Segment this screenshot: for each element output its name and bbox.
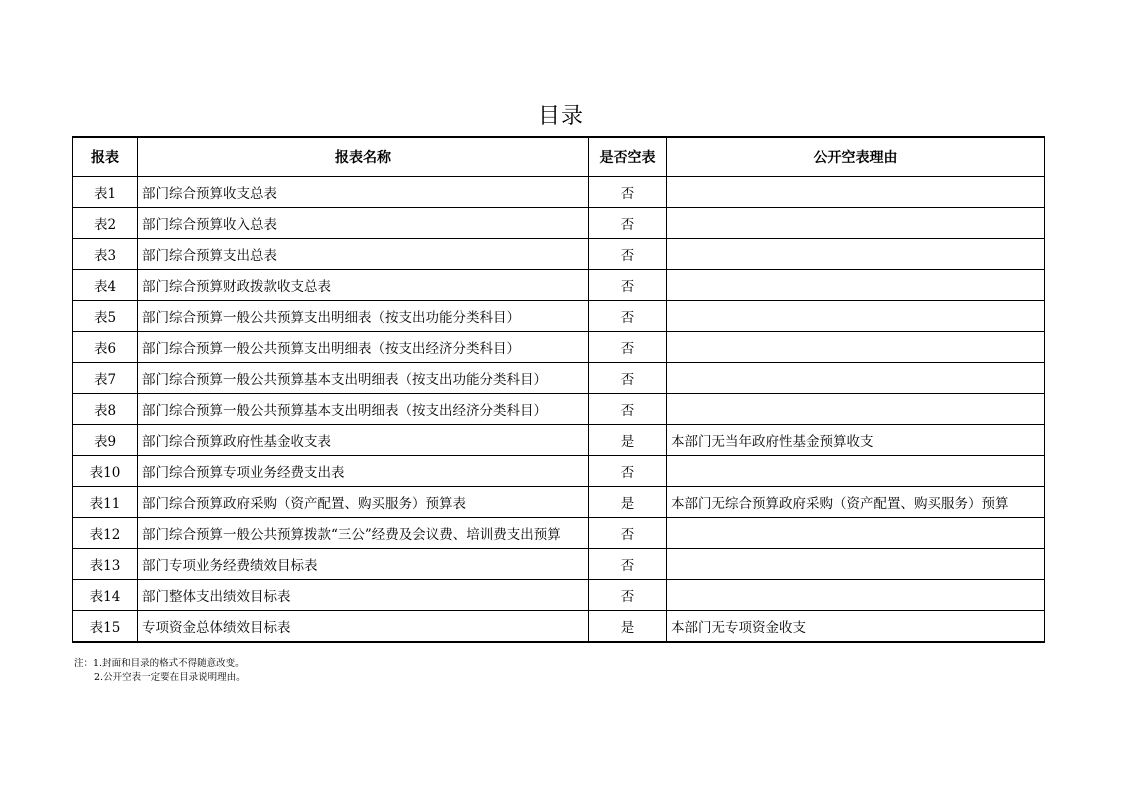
empty-reason-cell <box>667 394 1045 425</box>
is-empty-flag-cell: 否 <box>589 363 667 394</box>
empty-reason-cell: 本部门无当年政府性基金预算收支 <box>667 425 1045 456</box>
is-empty-flag-cell: 否 <box>589 301 667 332</box>
report-number-cell: 表7 <box>73 363 138 394</box>
table-row <box>73 363 1045 394</box>
empty-reason-cell <box>667 363 1045 394</box>
is-empty-flag-cell: 否 <box>589 177 667 208</box>
is-empty-flag-cell: 是 <box>589 487 667 518</box>
empty-reason-cell <box>667 301 1045 332</box>
report-name-cell: 部门综合预算专项业务经费支出表 <box>138 456 589 487</box>
report-name-cell: 部门综合预算收入总表 <box>138 208 589 239</box>
footnotes <box>74 657 246 685</box>
report-name-cell: 部门综合预算一般公共预算支出明细表（按支出功能分类科目） <box>138 301 589 332</box>
header-empty-reason: 公开空表理由 <box>667 137 1045 177</box>
empty-reason-cell <box>667 239 1045 270</box>
is-empty-flag-cell: 是 <box>589 425 667 456</box>
table-row <box>73 425 1045 456</box>
report-name-cell: 部门综合预算财政拨款收支总表 <box>138 270 589 301</box>
table-header-row <box>73 137 1045 177</box>
empty-reason-cell <box>667 580 1045 611</box>
empty-reason-cell <box>667 332 1045 363</box>
empty-reason-cell <box>667 208 1045 239</box>
table-row <box>73 208 1045 239</box>
empty-reason-cell <box>667 270 1045 301</box>
report-name-cell: 部门综合预算一般公共预算基本支出明细表（按支出经济分类科目） <box>138 394 589 425</box>
report-name-cell: 部门综合预算一般公共预算支出明细表（按支出经济分类科目） <box>138 332 589 363</box>
table-row <box>73 611 1045 643</box>
report-name-cell: 部门综合预算政府性基金收支表 <box>138 425 589 456</box>
table-row <box>73 177 1045 208</box>
table-row <box>73 549 1045 580</box>
is-empty-flag-cell: 否 <box>589 332 667 363</box>
empty-reason-cell: 本部门无专项资金收支 <box>667 611 1045 643</box>
report-name-cell: 部门综合预算支出总表 <box>138 239 589 270</box>
report-name-cell: 专项资金总体绩效目标表 <box>138 611 589 643</box>
header-report-name: 报表名称 <box>138 137 589 177</box>
empty-reason-cell <box>667 177 1045 208</box>
table-row <box>73 301 1045 332</box>
report-number-cell: 表5 <box>73 301 138 332</box>
is-empty-flag-cell: 否 <box>589 394 667 425</box>
report-number-cell: 表14 <box>73 580 138 611</box>
report-name-cell: 部门整体支出绩效目标表 <box>138 580 589 611</box>
report-name-cell: 部门专项业务经费绩效目标表 <box>138 549 589 580</box>
catalog-table <box>72 136 1045 643</box>
report-number-cell: 表4 <box>73 270 138 301</box>
report-name-cell: 部门综合预算一般公共预算基本支出明细表（按支出功能分类科目） <box>138 363 589 394</box>
empty-reason-cell <box>667 456 1045 487</box>
report-number-cell: 表10 <box>73 456 138 487</box>
header-is-empty: 是否空表 <box>589 137 667 177</box>
report-name-cell: 部门综合预算收支总表 <box>138 177 589 208</box>
is-empty-flag-cell: 否 <box>589 580 667 611</box>
table-row <box>73 487 1045 518</box>
report-number-cell: 表13 <box>73 549 138 580</box>
empty-reason-cell: 本部门无综合预算政府采购（资产配置、购买服务）预算 <box>667 487 1045 518</box>
report-number-cell: 表2 <box>73 208 138 239</box>
is-empty-flag-cell: 否 <box>589 208 667 239</box>
is-empty-flag-cell: 否 <box>589 518 667 549</box>
note-line-2: 2.公开空表一定要在目录说明理由。 <box>94 672 246 683</box>
report-number-cell: 表1 <box>73 177 138 208</box>
empty-reason-cell <box>667 549 1045 580</box>
page-title: 目录 <box>537 104 584 129</box>
is-empty-flag-cell: 否 <box>589 456 667 487</box>
report-number-cell: 表6 <box>73 332 138 363</box>
table-row <box>73 518 1045 549</box>
table-row <box>73 456 1045 487</box>
is-empty-flag-cell: 否 <box>589 549 667 580</box>
is-empty-flag-cell: 是 <box>589 611 667 643</box>
report-number-cell: 表8 <box>73 394 138 425</box>
note-line-1: 注：1.封面和目录的格式不得随意改变。 <box>74 658 245 669</box>
report-number-cell: 表12 <box>73 518 138 549</box>
report-number-cell: 表11 <box>73 487 138 518</box>
is-empty-flag-cell: 否 <box>589 239 667 270</box>
table-row <box>73 332 1045 363</box>
report-number-cell: 表3 <box>73 239 138 270</box>
is-empty-flag-cell: 否 <box>589 270 667 301</box>
report-number-cell: 表15 <box>73 611 138 643</box>
table-row <box>73 580 1045 611</box>
report-name-cell: 部门综合预算一般公共预算拨款“三公”经费及会议费、培训费支出预算 <box>138 518 589 549</box>
header-report-no: 报表 <box>73 137 138 177</box>
empty-reason-cell <box>667 518 1045 549</box>
report-name-cell: 部门综合预算政府采购（资产配置、购买服务）预算表 <box>138 487 589 518</box>
table-row <box>73 394 1045 425</box>
report-number-cell: 表9 <box>73 425 138 456</box>
table-row <box>73 239 1045 270</box>
table-row <box>73 270 1045 301</box>
